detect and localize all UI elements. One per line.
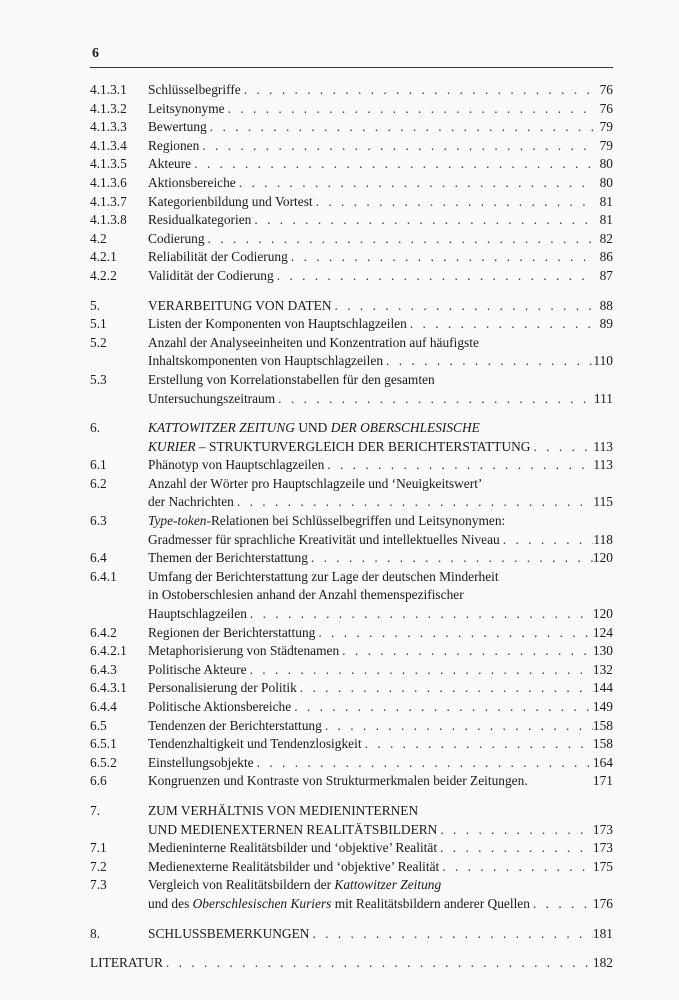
toc-entry[interactable]	[90, 679, 613, 698]
toc-entry-title: Phänotyp von Hauptschlagzeilen	[148, 457, 325, 473]
toc-entry-title: Bewertung	[148, 119, 207, 135]
toc-entry-title: Validität der Codierung	[148, 267, 274, 283]
toc-entry-page: 88	[599, 297, 613, 313]
toc-dot-leader	[313, 193, 593, 212]
toc-entry-number: 6.3	[90, 513, 107, 529]
toc-entry-number: 7.1	[90, 840, 107, 856]
toc-entry[interactable]	[90, 717, 613, 736]
toc-entry[interactable]	[90, 661, 613, 680]
toc-entry-title: Tendenzen der Berichterstattung	[148, 717, 322, 733]
toc-entry-title: Vergleich von Realitätsbildern der Kattowitzer Zeitung	[148, 877, 442, 893]
toc-entry[interactable]	[90, 698, 613, 717]
toc-entry-title: Kongruenzen und Kontraste von Strukturmerkmalen beider Zeitungen.	[148, 773, 528, 789]
toc-entry-title: Medieninterne Realitätsbilder und ‘objektive’ Realität	[148, 840, 438, 856]
section-gap	[90, 286, 613, 297]
toc-entry-page: 120	[592, 606, 613, 622]
toc-entry-number: 6.	[90, 420, 101, 436]
toc-entry-title: ZUM VERHÄLTNIS VON MEDIENINTERNEN	[148, 802, 419, 818]
toc-entry-number: 6.4.2.1	[90, 643, 127, 659]
toc-entry-page: 120	[592, 550, 613, 566]
toc-entry-title: in Ostoberschlesien anhand der Anzahl themenspezifischer	[148, 587, 464, 603]
toc-entry-page: 113	[593, 457, 613, 473]
toc-entry[interactable]	[90, 549, 613, 568]
toc-entry-number: 6.4.4	[90, 699, 117, 714]
toc-entry-page: 182	[592, 955, 613, 971]
toc-dot-leader	[324, 456, 593, 475]
toc-entry-page: 115	[593, 494, 613, 510]
toc-entry[interactable]	[90, 735, 613, 754]
toc-entry-page: 158	[592, 736, 613, 752]
toc-entry-title: Umfang der Berichterstattung zur Lage der deutschen Minderheit	[148, 568, 499, 584]
toc-entry[interactable]	[90, 624, 613, 643]
toc-entry-number: 4.2.2	[90, 267, 117, 283]
toc-dot-leader	[308, 549, 593, 568]
toc-entry-number: 4.1.3.1	[90, 82, 127, 97]
toc-dot-leader	[530, 438, 593, 457]
toc-entry-number: 6.6	[90, 773, 107, 789]
toc-entry-number: 5.3	[90, 371, 107, 387]
toc-entry-title: VERARBEITUNG VON DATEN	[148, 297, 332, 313]
toc-entry[interactable]	[90, 118, 613, 137]
toc-entry-number: 6.4	[90, 550, 107, 566]
toc-entry-page: 82	[599, 230, 613, 246]
toc-entry-page: 86	[599, 249, 613, 265]
toc-entry-title: Leitsynonyme	[148, 100, 225, 116]
toc-entry[interactable]	[90, 925, 613, 944]
toc-dot-leader	[309, 925, 592, 944]
toc-entry-page: 164	[592, 754, 613, 770]
toc-dot-leader	[207, 118, 593, 137]
toc-entry-number: 4.1.3.3	[90, 119, 127, 135]
toc-dot-leader	[407, 315, 593, 334]
toc-entry[interactable]	[90, 267, 613, 286]
toc-entry-page: 76	[599, 100, 613, 116]
toc-entry[interactable]	[90, 876, 613, 913]
toc-entry-page: 87	[599, 267, 613, 283]
toc-entry-number: 5.2	[90, 334, 107, 350]
toc-entry[interactable]	[90, 456, 613, 475]
toc-dot-leader	[247, 661, 593, 680]
toc-entry[interactable]	[90, 81, 613, 100]
toc-dot-leader	[275, 390, 593, 409]
toc-dot-leader	[254, 754, 593, 773]
toc-entry-number: 4.1.3.8	[90, 212, 127, 228]
toc-dot-leader	[315, 624, 593, 643]
toc-entry-page: 149	[592, 699, 613, 714]
toc-entry-number: 7.	[90, 802, 101, 818]
toc-entry-page: 175	[592, 858, 613, 874]
toc-entry-title: Personalisierung der Politik	[148, 680, 297, 696]
toc-dot-leader	[205, 230, 593, 249]
toc-entry-title: Schlüsselbegriffe	[148, 82, 241, 97]
toc-entry-title: Gradmesser für sprachliche Kreativität und intellektuelles Niveau	[148, 531, 500, 547]
toc-entry-page: 176	[592, 895, 613, 911]
toc-entry[interactable]	[90, 315, 613, 334]
toc-dot-leader	[163, 954, 593, 973]
toc-dot-leader	[332, 297, 594, 316]
toc-entry-number: 8.	[90, 925, 101, 941]
toc-entry-page: 79	[599, 119, 613, 135]
toc-entry-number: 6.4.3.1	[90, 680, 127, 696]
toc-entry-page: 158	[592, 717, 613, 733]
toc-entry-title: KURIER – STRUKTURVERGLEICH DER BERICHTERSTATTUNG	[148, 438, 531, 454]
toc-dot-leader	[234, 493, 593, 512]
toc-dot-leader	[297, 679, 593, 698]
toc-entry-number: 6.4.1	[90, 568, 117, 584]
toc-entry-number: 7.2	[90, 858, 107, 874]
toc-entry-page: 173	[592, 821, 613, 837]
toc-entry-title: Residualkategorien	[148, 212, 252, 228]
toc-entry-title: Aktionsbereiche	[148, 174, 236, 190]
toc-entry-page: 173	[592, 840, 613, 856]
toc-dot-leader	[291, 698, 593, 717]
toc-dot-leader	[236, 174, 593, 193]
toc-entry[interactable]	[90, 802, 613, 839]
toc-entry-page: 79	[599, 137, 613, 153]
section-gap	[90, 408, 613, 419]
toc-entry-page: 111	[593, 390, 613, 406]
toc-entry-title: Reliabilität der Codierung	[148, 249, 288, 265]
toc-entry[interactable]	[90, 297, 613, 316]
toc-entry[interactable]	[90, 174, 613, 193]
toc-entry-number: 4.1.3.7	[90, 193, 127, 209]
toc-entry[interactable]	[90, 371, 613, 408]
toc-entry-title: SCHLUSSBEMERKUNGEN	[148, 925, 310, 941]
toc-entry-title: UND MEDIENEXTERNEN REALITÄTSBILDERN	[148, 821, 438, 837]
toc-entry-number: 6.5.2	[90, 754, 117, 770]
toc-entry-page: 118	[593, 531, 613, 547]
toc-entry-number: 4.1.3.5	[90, 156, 127, 172]
toc-entry-number: 6.4.2	[90, 624, 117, 640]
toc-dot-leader	[251, 211, 593, 230]
table-of-contents	[90, 81, 613, 973]
toc-entry-title: Kategorienbildung und Vortest	[148, 193, 313, 209]
toc-entry-page: 81	[599, 193, 613, 209]
toc-dot-leader	[247, 605, 593, 624]
toc-entry-title: Politische Akteure	[148, 661, 247, 677]
toc-entry[interactable]	[90, 193, 613, 212]
toc-entry-number: 4.2	[90, 230, 107, 246]
toc-dot-leader	[199, 137, 593, 156]
toc-entry[interactable]	[90, 230, 613, 249]
toc-entry-title: Politische Aktionsbereiche	[148, 699, 292, 714]
toc-dot-leader	[225, 100, 593, 119]
section-gap	[90, 914, 613, 925]
toc-entry-title: Akteure	[148, 156, 192, 172]
toc-entry-page: 113	[593, 438, 613, 454]
toc-entry-title: Hauptschlagzeilen	[148, 606, 247, 622]
toc-entry-title: Listen der Komponenten von Hauptschlagzeilen	[148, 316, 407, 332]
toc-entry-number: 5.	[90, 297, 101, 313]
toc-entry-number: 6.4.3	[90, 661, 117, 677]
toc-entry-page: 89	[599, 316, 613, 332]
toc-entry[interactable]	[90, 839, 613, 858]
toc-entry[interactable]	[90, 568, 613, 624]
toc-entry-number: 7.3	[90, 877, 107, 893]
toc-dot-leader	[437, 839, 593, 858]
toc-entry[interactable]	[90, 858, 613, 877]
toc-entry-number: 6.5.1	[90, 736, 117, 752]
toc-entry-number: 5.1	[90, 316, 107, 332]
toc-entry-number: 4.1.3.6	[90, 174, 127, 190]
toc-entry-page: 81	[599, 212, 613, 228]
toc-entry[interactable]	[90, 512, 613, 549]
toc-entry[interactable]	[90, 137, 613, 156]
toc-entry-title: Metaphorisierung von Städtenamen	[148, 643, 340, 659]
toc-dot-leader	[362, 735, 593, 754]
toc-entry-title: Tendenzhaltigkeit und Tendenzlosigkeit	[148, 736, 362, 752]
toc-entry-title: Anzahl der Wörter pro Hauptschlagzeile und ‘Neuigkeitswert’	[148, 475, 483, 491]
toc-entry-title: LITERATUR	[90, 955, 163, 971]
toc-dot-leader	[241, 81, 593, 100]
toc-dot-leader	[274, 267, 593, 286]
toc-entry-number: 4.2.1	[90, 249, 117, 265]
toc-dot-leader	[383, 352, 593, 371]
toc-entry-title: Themen der Berichterstattung	[148, 550, 308, 566]
toc-entry[interactable]	[90, 419, 613, 456]
toc-entry[interactable]	[90, 754, 613, 773]
toc-entry-number: 6.1	[90, 457, 107, 473]
toc-entry-title: Regionen der Berichterstattung	[148, 624, 316, 640]
toc-dot-leader	[191, 155, 593, 174]
toc-entry-title: Type-token-Relationen bei Schlüsselbegriffen und Leitsynonymen:	[148, 513, 506, 529]
toc-entry-title: Einstellungsobjekte	[148, 754, 254, 770]
toc-entry-page: 76	[599, 82, 613, 97]
section-gap	[90, 943, 613, 954]
toc-entry-page: 80	[599, 156, 613, 172]
toc-entry-number: 4.1.3.4	[90, 137, 127, 153]
toc-entry[interactable]	[90, 155, 613, 174]
toc-entry-number: 4.1.3.2	[90, 100, 127, 116]
toc-dot-leader	[322, 717, 593, 736]
page-number: 6	[92, 46, 99, 61]
header-rule	[90, 67, 613, 68]
toc-dot-leader	[339, 642, 593, 661]
toc-entry-page: 130	[592, 643, 613, 659]
toc-entry-page: 171	[592, 773, 613, 789]
toc-entry-title: und des Oberschlesischen Kuriers mit Realitätsbildern anderer Quellen	[148, 895, 530, 911]
toc-dot-leader	[500, 531, 593, 550]
toc-entry-title: Untersuchungszeitraum	[148, 390, 276, 406]
toc-entry-title: Codierung	[148, 230, 205, 246]
toc-entry-title: Erstellung von Korrelationstabellen für den gesamten	[148, 371, 435, 387]
toc-entry-title: KATTOWITZER ZEITUNG UND DER OBERSCHLESISCHE	[148, 420, 480, 436]
toc-entry[interactable]	[90, 954, 613, 973]
toc-entry-title: Regionen	[148, 137, 200, 153]
toc-dot-leader	[439, 858, 593, 877]
toc-dot-leader	[530, 895, 593, 914]
toc-entry-title: der Nachrichten	[148, 494, 234, 510]
toc-entry-page: 132	[592, 661, 613, 677]
toc-entry-page: 124	[592, 624, 613, 640]
toc-entry-page: 181	[592, 925, 613, 941]
toc-entry-title: Medienexterne Realitätsbilder und ‘objektive’ Realität	[148, 858, 440, 874]
toc-entry[interactable]	[90, 772, 613, 791]
toc-entry[interactable]	[90, 211, 613, 230]
toc-entry-title: Anzahl der Analyseeinheiten und Konzentration auf häufigste	[148, 334, 479, 350]
toc-entry[interactable]	[90, 642, 613, 661]
toc-dot-leader	[437, 821, 593, 840]
toc-dot-leader	[288, 248, 593, 267]
toc-entry-page: 80	[599, 174, 613, 190]
toc-entry[interactable]	[90, 334, 613, 371]
toc-entry-page: 144	[592, 680, 613, 696]
toc-entry[interactable]	[90, 475, 613, 512]
toc-entry-page: 110	[593, 353, 613, 369]
section-gap	[90, 791, 613, 802]
toc-entry[interactable]	[90, 248, 613, 267]
toc-entry[interactable]	[90, 100, 613, 119]
toc-entry-title: Inhaltskomponenten von Hauptschlagzeilen	[148, 353, 384, 369]
toc-entry-number: 6.2	[90, 475, 107, 491]
toc-entry-number: 6.5	[90, 717, 107, 733]
